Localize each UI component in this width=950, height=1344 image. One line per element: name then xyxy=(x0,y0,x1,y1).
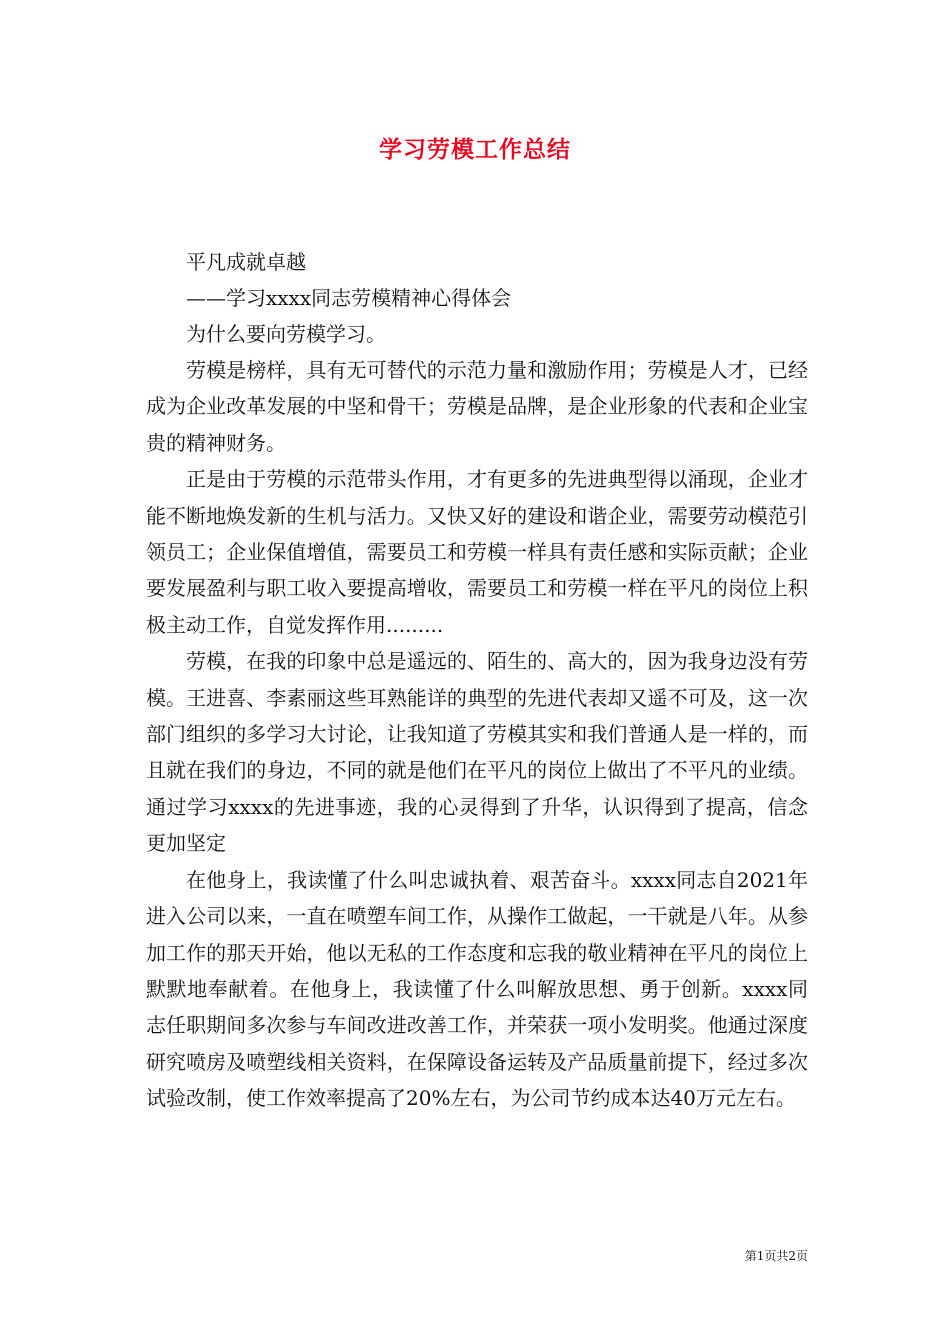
paragraph-2: 正是由于劳模的示范带头作用，才有更多的先进典型得以涌现，企业才能不断地焕发新的生机与活力。又快又好的建设和谐企业，需要劳动模范引领员工；企业保值增值，需要员工和劳模一样具有责任感和实际贡献；企业要发展盈利与职工收入要提高增收，需要员工和劳模一样在平凡的岗位上积极主动工作，自觉发挥作用......... xyxy=(146,467,808,637)
paragraph-4: 在他身上，我读懂了什么叫忠诚执着、艰苦奋斗。xxxx同志自2021年进入公司以来，一直在喷塑车间工作，从操作工做起，一干就是八年。从参加工作的那天开始，他以无私的工作态度和忘我的敬业精神在平凡的岗位上默默地奉献着。在他身上，我读懂了什么叫解放思想、勇于创新。xxxx同志任职期间多次参与车间改进改善工作，并荣获一项小发明奖。他通过深度研究喷房及喷塑线相关资料，在保障设备运转及产品质量前提下，经过多次试验改制，使工作效率提高了20%左右，为公司节约成本达40万元左右。 xyxy=(146,867,808,1111)
paragraph-3: 劳模，在我的印象中总是遥远的、陌生的、高大的，因为我身边没有劳模。王进喜、李素丽这些耳熟能详的典型的先进代表却又遥不可及，这一次部门组织的多学习大讨论，让我知道了劳模其实和我们普通人是一样的，而且就在我们的身边，不同的就是他们在平凡的岗位上做出了不平凡的业绩。通过学习xxxx的先进事迹，我的心灵得到了升华，认识得到了提高，信念更加坚定 xyxy=(146,649,808,856)
document-title: 学习劳模工作总结 xyxy=(379,136,571,163)
page-indicator: 第1页共2页 xyxy=(744,1249,808,1263)
document-body xyxy=(146,244,808,1117)
heading-line-2: ——学习xxxx同志劳模精神心得体会 xyxy=(186,286,512,310)
paragraph-1: 劳模是榜样，具有无可替代的示范力量和激励作用；劳模是人才，已经成为企业改革发展的中坚和骨干；劳模是品牌，是企业形象的代表和企业宝贵的精神财务。 xyxy=(146,358,808,455)
heading-line-1: 平凡成就卓越 xyxy=(186,250,306,274)
heading-line-3: 为什么要向劳模学习。 xyxy=(186,322,386,346)
